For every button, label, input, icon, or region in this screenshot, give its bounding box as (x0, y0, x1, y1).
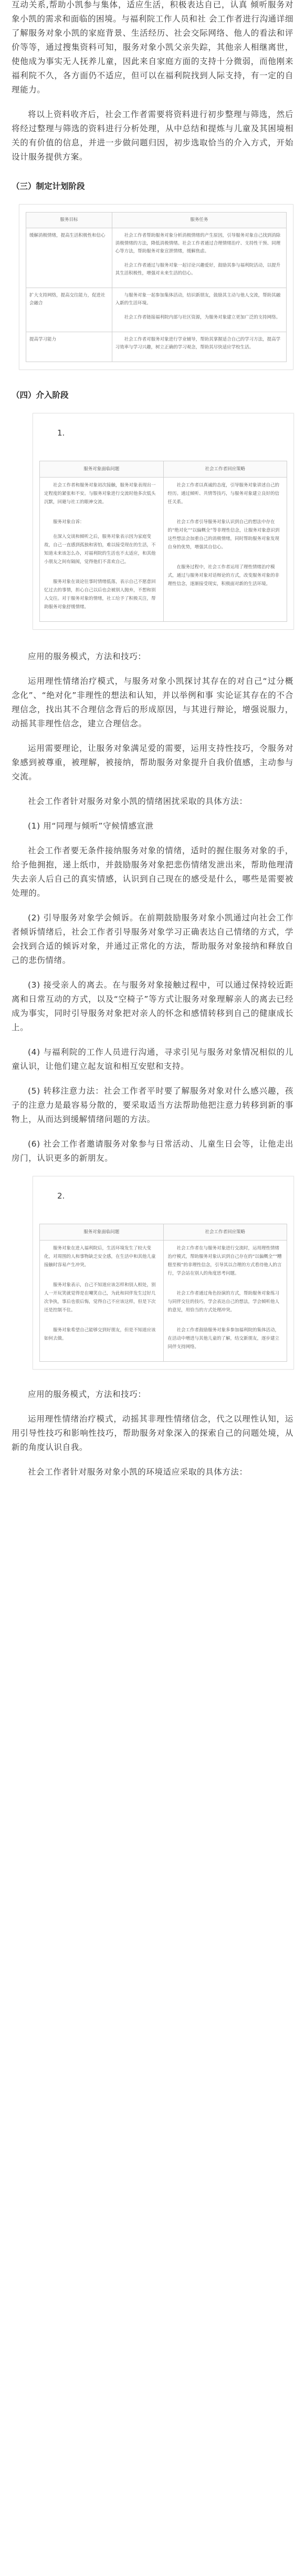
plan-table-header-task: 服务任务 (112, 213, 286, 228)
plan-task-text: 社会工作者对服务对象进行学业辅导，帮助其掌握适合自己的学习方法，提高学习效率与学习兴趣，树立正确的学习观念，帮助其尽快适应学校生活。 (115, 337, 281, 350)
plan-goal-cell: 扩大支持网络，提高交往能力，促进社会融合 (26, 288, 112, 332)
applied-methods-heading: 应用的服务模式，方法和技巧： (28, 1390, 146, 1399)
problem-text: 服务对象表示，自己不知道应该怎样和别人相处，别人一开玩笑就觉得是在嘲笑自己，为此和同伴发生过好几次争执，事后也很后悔，觉得自己不应该这样，但是下次还是控制不住。 (44, 1282, 156, 1313)
method-item: (6) 社会工作者邀请服务对象参与日常活动、儿童生日会等，让他走出房门，认识更多的新朋友。 (12, 1139, 293, 1163)
method-item: (4) 与福利院的工作人员进行沟通，寻求引见与服务对象情况相似的儿童认识，让他们建立起友谊和相互安慰和支持。 (12, 1047, 293, 1071)
plan-task-cell (112, 332, 286, 362)
response-text: 社会工作者在与服务对象进行交流时，运用理性情绪治疗模式，帮助服务对象认识到自己存在的“以偏概全”“糟糕至极”的非理性信念，引导其以合理的方式看待他人的言行，学会站在别人的角度思考问题。 (167, 1246, 282, 1276)
applied-methods-paragraph: 社会工作者针对服务对象小凯的情绪困扰采取的具体方法： (28, 797, 248, 806)
plan-goal-cell: 提高学习能力 (26, 332, 112, 362)
response-text: 社会工作者引导服务对象认识到自己的想法中存在的“绝对化”“以偏概全”等非理性信念，让服务对象意识到这些想法会加重自己的消极情绪，同时帮助服务对象发现自身的优势，增强其自信心。 (167, 520, 280, 550)
problem-cell (40, 478, 164, 622)
method-item: (3) 接受亲人的离去。在与服务对象接触过程中，可以通过保持较近距离和日常互动的方式，以及“空椅子”等方式让服务对象理解亲人的离去已经成为事实，同时引导服务对象把对亲人的怀念和感情转移到自己的健康成长上。 (12, 980, 293, 1032)
applied-methods-paragraph: 运用需要理论，让服务对象满足爱的需要，运用支持性技巧，令服务对象感到被尊重，被理解，被接纳，帮助服务对象提升自我价值感，主动参与交流。 (12, 744, 293, 781)
method-item: (5) 转移注意力法：社会工作者平时要了解服务对象对什么感兴趣，孩子的注意力是最容易分散的，要采取适当方法帮助他把注意力转移到新的事物上，从而达到缓解情绪问题的方法。 (12, 1086, 293, 1124)
response-text: 社会工作者通过角色扮演的方式，帮助服务对象练习与同伴交往的技巧，学会表达自己的想法，学会倾听他人的意见，用恰当的方式处理冲突。 (167, 1291, 280, 1313)
response-text: 在服务过程中，社会工作者运用了理性情绪治疗模式，通过与服务对象对话辩论的方式，改变服务对象的非理性信念，逐渐接受现实，积极面对新的生活环境。 (167, 565, 280, 587)
problem-text: 服务对象在谈论往事时情绪低落，表示自己不愿意回忆过去的事情，担心自己以后也会被别人抛弃，不想和别人交往。对于服务对象的情绪，社工给予了积极关注，帮助服务对象舒缓情绪。 (44, 579, 156, 610)
method-item-detail: 社会工作者要无条件接纳服务对象的情绪，适时的握住服务对象的手，给予他拥抱，递上纸巾，并鼓励服务对象把悲伤情绪发泄出来，帮助他理清失去亲人后自己的真实情感，认识到自己现在的感受是什么，哪些是需要被处理的。 (12, 846, 293, 898)
service-table-2 (39, 1224, 287, 1362)
plan-task-cell (112, 228, 286, 288)
plan-task-text: 与服务对象一起参加集体活动，结识新朋友，鼓励其主动与他人交流，帮助其融入新的生活环境。 (115, 293, 281, 306)
plan-table (26, 212, 287, 362)
problem-text: 社会工作者和服务对象初次接触，服务对象表现出一定程度的紧张和不安。与服务对象进行交流时他多次低头沉默，回避与社工的眼神交流。 (44, 483, 156, 505)
plan-task-text: 社会工作者帮助服务对象分析消极情绪的产生原因，引导服务对象自己找到消除消极情绪的方法，降低消极情绪。社会工作者通过合理情绪治疗、支持性干预、同理心等方法，帮助服务对象宣泄情绪，缓解焦虑。 (115, 233, 281, 254)
service-table-header-response: 社会工作者回应策略 (163, 461, 287, 478)
block-number: 1. (57, 428, 65, 438)
section-title-plan: （三）制定计划阶段 (12, 182, 85, 191)
applied-methods-paragraph: 运用理性情绪治疗模式，与服务对象小凯探讨其存在的对自己“过分概念化”、“绝对化”非理性的想法和认知，并以举例和事 实论证其存在的不合理信念，找出其不合理信念背后的形成原因，与其进行辩论，增强说服力，动摇其非理性信念，建立合理信念。 (12, 676, 293, 728)
service-table-1 (39, 461, 287, 622)
plan-task-cell (112, 288, 286, 332)
problem-cell (40, 1241, 164, 1362)
problem-text: 服务对象自诉： (53, 520, 85, 525)
method-item: (2) 引导服务对象学会倾诉。在前期鼓励服务对象小凯通过向社会工作者倾诉情绪后，社会工作者引导服务对象学习正确表达自己情绪的方式，学会找到合适的倾诉对象，并通过正常化的方法，帮助服务对象接纳和释放自己的悲伤情绪。 (12, 913, 293, 965)
applied-methods-heading: 应用的服务模式，方法和技巧： (28, 652, 146, 661)
table-row (26, 288, 287, 332)
response-cell (163, 1241, 287, 1362)
table-row (40, 478, 287, 622)
service-table-header-problem: 服务对象面临问题 (40, 1224, 164, 1241)
intro-paragraph-1: 互动关系,帮助小凯参与集体，适应生活，积极表达自已，认真 倾听服务对象小凯的需求和面临的困境。与福利院工作人员和社 会工作者进行沟通详细了解服务对象小凯的家庭背景、生活经历、社会交际网络、他人的看法和评价等等，通过搜集资料可知，服务对象小凯父亲失踪，其他亲人相继离世，使他成为事实无人抚养儿童，因此来自家庭方面的支持十分微弱，而他刚来福利院不久，各方面仍不适应，但可以在福利院找到人际支持，有一定的自理能力。 (12, 0, 293, 94)
intervention-image-1 (33, 413, 294, 630)
method-item: (1) 用“同理与倾听”守候情感宣泄 (28, 821, 154, 831)
response-cell (163, 478, 287, 622)
plan-goal-cell: 缓解消极情绪，提高生活积极性和信心 (26, 228, 112, 288)
response-text: 社会工作者鼓励服务对象多参加福利院的集体活动，在活动中增进与其他儿童的了解，结交新朋友，逐步建立同伴支持网络。 (167, 1328, 280, 1350)
intervention-image-2 (33, 1176, 294, 1370)
section-title-intervention: （四）介入阶段 (12, 390, 69, 400)
response-text: 社会工作者以真诚的态度，引导服务对象讲述自己的经历。通过倾听、共情等技巧，与服务对象建立良好的信任关系。 (167, 483, 280, 505)
problem-text: 服务对象在进入福利院后，生活环境发生了较大变化，对周围的人和事物缺乏安全感，在生活中和其他儿童接触时容易产生冲突。 (44, 1246, 156, 1268)
problem-text: 在深入交谈和倾听之后，服务对象表示因为家庭变故，自己一直感到孤独和害怕，难以接受现在的生活，不知道未来该怎么办，对福利院的生活也不太适应，和其他小朋友之间有隔阂，觉得他们不喜欢自己。 (44, 534, 156, 565)
plan-table-image (19, 204, 293, 370)
service-table-header-problem: 服务对象面临问题 (40, 461, 164, 478)
intro-paragraph-2: 将以上资料收齐后，社会工作者需要将资料进行初步整理与筛选，然后将经过整理与筛选的资料进行分析处理，从中总结和提炼与儿童及其困境相关的有价值的信息，并进一步做问题归因，初步选取恰当的介入方式，开始设计服务提供方案。 (12, 110, 293, 162)
plan-table-header-goal: 服务目标 (26, 213, 112, 228)
block-number: 2. (57, 1191, 65, 1201)
applied-methods-paragraph: 社会工作者针对服务对象小凯的环境适应采取的具体方法： (28, 1467, 248, 1477)
problem-text: 服务对象希望自己能够交到好朋友，但是不知道应该如何去做。 (44, 1328, 156, 1341)
table-row (40, 1241, 287, 1362)
table-row (26, 332, 287, 362)
plan-task-text: 社会工作者通过与服务对象一起讨论兴趣爱好，鼓励其参与福利院活动，以提升其生活积极性，增强对未来生活的信心。 (115, 263, 281, 276)
plan-task-text: 社会工作者链接福利院内部与社区资源，为服务对象建立更加广泛的支持网络。 (124, 315, 281, 320)
service-table-header-response: 社会工作者回应策略 (163, 1224, 287, 1241)
applied-methods-paragraph: 运用理性情绪治疗模式，动摇其非理性情绪信念，代之以理性认知，运用引导性技巧和影响性技巧，帮助服务对象深入的探索自己的问题处境，从新的角度认识自我。 (12, 1414, 293, 1452)
table-row (26, 228, 287, 288)
